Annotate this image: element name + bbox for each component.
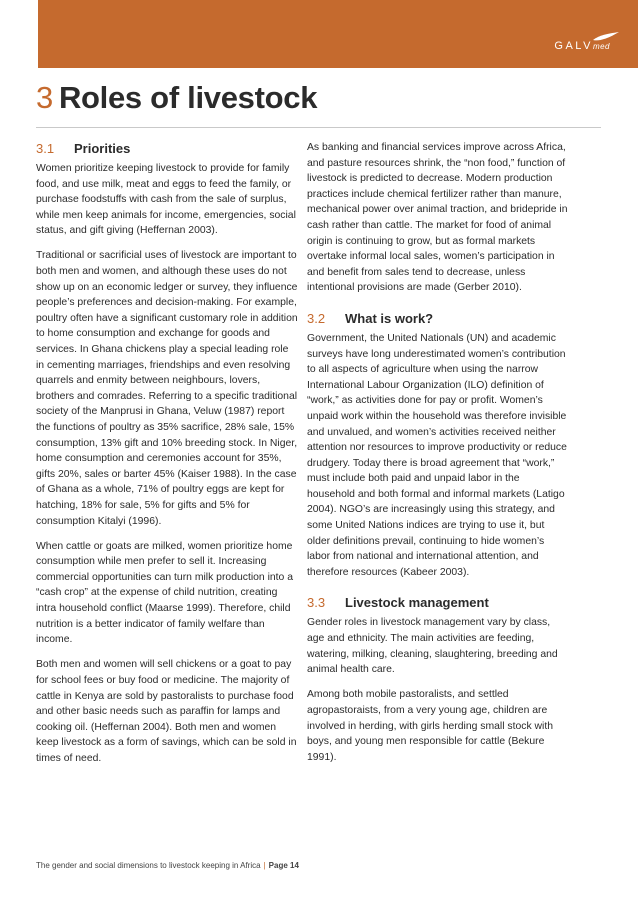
section-heading-livestock-management <box>307 594 569 612</box>
section-heading-what-is-work <box>307 310 569 328</box>
paragraph: Traditional or sacrificial uses of livestock are important to both men and women, and although these uses do not show up on an economic ledger or survey, they influence people’s preferences and decision-making. For example, poultry often have a significant customary role in addition to home consumption and exchange for goods and services. In Ghana chickens play a special leading role in cementing marriages, friendships and even resolving quarrels and enmity between neighbours, lovers, brothers and comrades. Referring to a specific traditional society of the Manprusi in Ghana, Veluw (1987) report the functions of poultry as 35% sacrifice, 28% sale, 15% consumption, 13% gift and 10% breeding stock. In Niger, home consumption and ceremonies account for 35%, gifts 20%, sales or barter 45% (Kaiser 1988). In the case of Ghana as a whole, 71% of poultry eggs are kept for hatching, 18% for sale, 5% for gifts and 5% for consumption Kitalyi (1996). <box>36 250 298 527</box>
paragraph: As banking and financial services improve across Africa, and pasture resources shrink, the “non food,” function of livestock is predicted to decrease. Modern production practices include chemical fertilizer rather than manure, mechanical power over animal traction, and bridepride in cash rather than cattle. The market for food of animal origin is continuing to grow, but as formal markets overtake informal local sales, women’s participation in and benefit from sales tend to decrease, unless intentional provisions are made (Gerber 2010). <box>307 142 568 294</box>
header-banner <box>38 0 638 68</box>
title-divider <box>36 127 601 128</box>
section-heading-priorities <box>36 140 298 158</box>
paragraph: Among both mobile pastoralists, and settled agropastoraists, from a very young age, children are involved in herding, with girls herding small stock with boys, and young men responsible for cattle (Bekure 1991). <box>307 689 554 763</box>
chapter-title-text: Roles of livestock <box>58 80 318 115</box>
paragraph: Gender roles in livestock management vary by class, age and ethnicity. The main activities are feeding, watering, milking, cleaning, slaughtering, breeding and animal health care. <box>307 617 558 676</box>
section-title: What is work? <box>345 310 434 326</box>
page-number: Page 14 <box>268 861 299 870</box>
footer-separator: | <box>263 861 266 870</box>
galvmed-logo <box>554 40 610 52</box>
chapter-title <box>36 80 317 116</box>
section-number: 3.1 <box>36 141 55 156</box>
paragraph: When cattle or goats are milked, women prioritize home consumption while men prefer to sell it. Increasing commercial opportunities can turn milk production into a “cash crop” at the expense of child nutrition, creating intra household conflict (Maarse 1999). Therefore, child nutrition is a better indicator of family welfare than income. <box>36 540 294 646</box>
logo-sub-text: med <box>592 42 610 51</box>
paragraph: Women prioritize keeping livestock to provide for family food, and use milk, meat and eggs to feed the family, or purchase foodstuffs with cash from the sale of surplus, while men keep animals for income, emergencies, social status, and gift giving (Heffernan 2003). <box>36 163 296 237</box>
left-column <box>36 140 298 776</box>
paragraph: Both men and women will sell chickens or a goat to pay for school fees or buy food or medicine. The majority of cattle in Kenya are sold by pastoralists to purchase food and other basic needs such as paraffin for lamps and cooking oil. (Heffernan 2004). Both men and women keep livestock as a form of savings, which can be sold in times of need. <box>36 659 297 764</box>
logo-main-text: GALV <box>554 40 593 52</box>
footer-text: The gender and social dimensions to livestock keeping in Africa <box>36 861 261 870</box>
paragraph: Government, the United Nationals (UN) and academic surveys have long underestimated women’s contribution to all aspects of agriculture when using the narrow International Labour Organization (ILO) definition of “work,” as activities done for pay or profit. Women’s unpaid work within the household was therefore invisible and unvalued, and women’s activities received neither attention nor resources to improve productivity or reduce drudgery. Today there is broad agreement that “work,” must include both paid and unpaid labor in the household and both formal and informal markets (Latigo 2004). NGO’s are increasingly using this strategy, and some United Nations indices are trying to use it, but older definitions prevail, continuing to hide women’s labor from national and international attention, and therefore resources (Kabeer 2003). <box>307 332 567 578</box>
page-footer <box>36 861 299 870</box>
chapter-number: 3 <box>36 80 53 115</box>
section-number: 3.2 <box>307 310 326 326</box>
section-title: Priorities <box>74 141 131 156</box>
right-column <box>307 140 569 775</box>
section-title: Livestock management <box>345 595 489 611</box>
section-number: 3.3 <box>307 595 326 611</box>
